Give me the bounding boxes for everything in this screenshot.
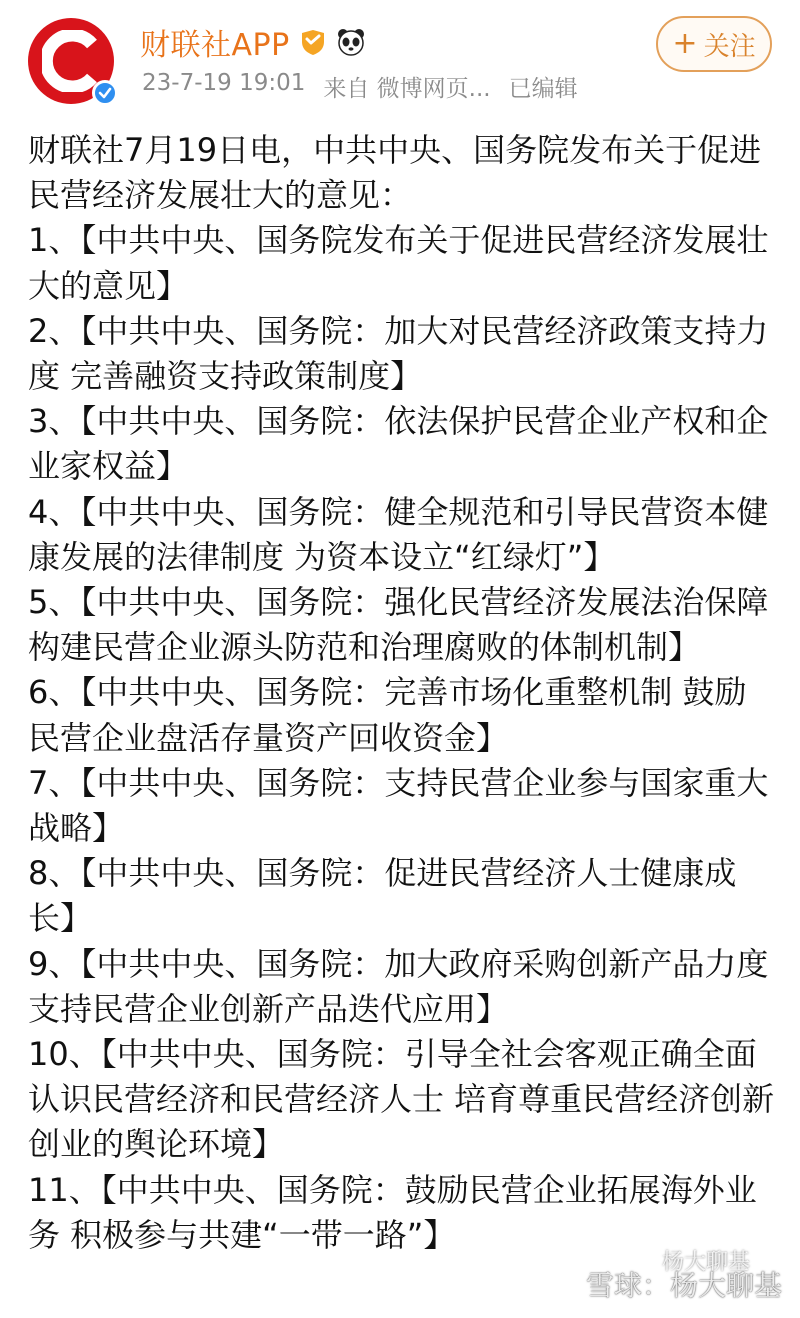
list-item: 7、【中共中央、国务院：支持民营企业参与国家重大战略】	[28, 763, 769, 848]
edited-label[interactable]: 已编辑	[508, 76, 578, 102]
post-timestamp: 23-7-19 19:01	[142, 70, 306, 96]
list-item: 3、【中共中央、国务院：依法保护民营企业产权和企业家权益】	[28, 402, 769, 486]
wechat-watermark-text: 杨大聊基	[661, 1250, 750, 1275]
post-content	[28, 128, 778, 1258]
list-item: 1、【中共中央、国务院发布关于促进民营经济发展壮大的意见】	[28, 221, 769, 305]
list-item: 9、【中共中央、国务院：加大政府采购创新产品力度 支持民营企业创新产品迭代应用】	[28, 944, 779, 1028]
snowball-watermark	[548, 1264, 782, 1304]
post-meta	[142, 70, 578, 103]
vip-badge-icon	[298, 27, 328, 57]
post-header	[0, 0, 800, 120]
list-item: 4、【中共中央、国务院：健全规范和引导民营资本健康发展的法律制度 为资本设立“红绿灯”】	[28, 492, 769, 576]
paragraph-intro: 财联社7月19日电，中共中央、国务院发布关于促进民营经济发展壮大的意见：	[28, 131, 762, 215]
list-item: 8、【中共中央、国务院：促进民营经济人士健康成长】	[28, 854, 737, 938]
avatar[interactable]	[28, 18, 114, 104]
snowball-logo-icon	[548, 1268, 580, 1300]
author-row	[140, 20, 366, 64]
verified-icon	[92, 80, 118, 106]
author-name[interactable]: 财联社APP	[140, 28, 290, 63]
post-source[interactable]: 来自 微博网页...	[323, 76, 491, 102]
plus-icon: +	[672, 26, 698, 61]
list-item: 10、【中共中央、国务院：引导全社会客观正确全面认识民营经济和民营经济人士 培育尊重民营经济创新创业的舆论环境】	[28, 1035, 775, 1164]
snowball-watermark-text: 雪球：杨大聊基	[585, 1269, 782, 1302]
list-item: 6、【中共中央、国务院：完善市场化重整机制 鼓励民营企业盘活存量资产回收资金】	[28, 673, 747, 757]
list-item: 11、【中共中央、国务院：鼓励民营企业拓展海外业务 积极参与共建“一带一路”】	[28, 1170, 757, 1254]
cls-logo-icon	[42, 30, 100, 92]
follow-label: 关注	[703, 31, 756, 62]
follow-button[interactable]	[656, 16, 772, 72]
list-item: 5、【中共中央、国务院：强化民营经济发展法治保障 构建民营企业源头防范和治理腐败的体制机制】	[28, 583, 779, 667]
panda-icon	[336, 27, 366, 57]
list-item: 2、【中共中央、国务院：加大对民营经济政策支持力度 完善融资支持政策制度】	[28, 311, 769, 396]
